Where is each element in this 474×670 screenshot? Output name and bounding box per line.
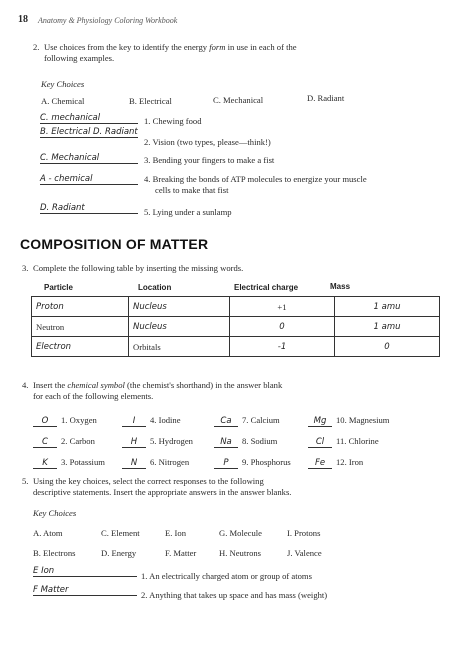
element-label: 8. Sodium [242, 436, 278, 446]
q5-key-b: B. Electrons [33, 548, 76, 558]
element-answer[interactable]: Mg [308, 416, 332, 427]
element-row-2d [308, 431, 379, 449]
element-row-2b [122, 431, 193, 449]
element-label: 11. Chlorine [336, 436, 379, 446]
element-answer[interactable]: N [122, 458, 146, 469]
q2-instruction-em: form [209, 42, 226, 52]
q2-instruction [44, 42, 297, 52]
table-cell[interactable]: -1 [230, 337, 335, 357]
q5-key-h: H. Neutrons [219, 548, 262, 558]
element-row-3d [308, 452, 363, 470]
element-answer[interactable]: Fe [308, 458, 332, 469]
table-cell[interactable]: 1 amu [335, 317, 440, 337]
col-charge: Electrical charge [234, 283, 299, 292]
q5-key-f: F. Matter [165, 548, 197, 558]
q2-answer-4[interactable]: A - chemical [40, 174, 138, 185]
element-answer[interactable]: Ca [214, 416, 238, 427]
q2-item-5: 5. Lying under a sunlamp [144, 207, 232, 217]
q5-answer-2[interactable]: F Matter [33, 585, 137, 596]
q5-key-i: I. Protons [287, 528, 321, 538]
q5-key-c: C. Element [101, 528, 140, 538]
q2-answer-2[interactable]: B. Electrical D. Radiant [40, 127, 138, 137]
q2-item-4-line2: cells to make that fist [155, 185, 229, 195]
q4-instruction [33, 380, 282, 390]
table-row [32, 297, 440, 317]
element-answer[interactable]: Na [214, 437, 238, 448]
col-mass: Mass [330, 282, 351, 291]
q3-instruction: Complete the following table by inserting the missing words. [33, 263, 244, 273]
table-cell: Neutron [32, 317, 129, 337]
element-label: 9. Phosphorus [242, 457, 291, 467]
q3-number: 3. [22, 263, 29, 273]
q4-instruction-line2: for each of the following elements. [33, 391, 154, 401]
book-title: Anatomy & Physiology Coloring Workbook [38, 16, 178, 25]
q5-instruction-line2: descriptive statements. Insert the appropriate answers in the answer blanks. [33, 487, 292, 497]
q5-key-j: J. Valence [287, 548, 322, 558]
element-row-3 [33, 452, 105, 470]
element-row-1b [122, 410, 181, 428]
q5-item-1: 1. An electrically charged atom or group of atoms [141, 571, 312, 581]
element-answer[interactable]: H [122, 437, 146, 448]
q2-instruction-line2: following examples. [44, 53, 115, 63]
q4-instruction-em: chemical symbol [67, 380, 125, 390]
q5-key-a: A. Atom [33, 528, 63, 538]
table-cell[interactable]: Electron [32, 337, 129, 357]
element-label: 7. Calcium [242, 415, 280, 425]
col-location: Location [138, 283, 172, 292]
q2-key-c: C. Mechanical [213, 95, 264, 105]
q4-number: 4. [22, 380, 29, 390]
element-label: 1. Oxygen [61, 415, 97, 425]
q5-key-g: G. Molecule [219, 528, 262, 538]
element-label: 4. Iodine [150, 415, 181, 425]
col-particle: Particle [44, 283, 73, 292]
element-row-3b [122, 452, 189, 470]
q2-item-3: 3. Bending your fingers to make a fist [144, 155, 275, 165]
element-label: 10. Magnesium [336, 415, 390, 425]
q2-key-a: A. Chemical [41, 96, 85, 106]
table-cell[interactable]: 1 amu [335, 297, 440, 317]
element-row-1c [214, 410, 280, 428]
element-answer[interactable]: P [214, 458, 238, 469]
element-answer[interactable]: I [122, 416, 146, 427]
element-row-2c [214, 431, 277, 449]
element-row-1 [33, 410, 97, 428]
element-answer[interactable]: O [33, 416, 57, 427]
table-row [32, 317, 440, 337]
q2-item-2: 2. Vision (two types, please—think!) [144, 137, 271, 147]
q5-key-d: D. Energy [101, 548, 137, 558]
q2-instruction-post: in use in each of the [225, 42, 297, 52]
q2-instruction-pre: Use choices from the key to identify the energy [44, 42, 210, 52]
table-cell[interactable]: Nucleus [129, 297, 230, 317]
element-row-1d [308, 410, 389, 428]
element-label: 5. Hydrogen [150, 436, 193, 446]
q2-item-1: 1. Chewing food [144, 116, 202, 126]
q5-number: 5. [22, 476, 29, 486]
q5-key-e: E. Ion [165, 528, 187, 538]
table-row [32, 337, 440, 357]
element-row-2 [33, 431, 95, 449]
q2-number: 2. [33, 42, 40, 52]
q4-instruction-post: (the chemist's shorthand) in the answer blank [124, 380, 283, 390]
table-cell: +1 [230, 297, 335, 317]
table-cell[interactable]: Proton [32, 297, 129, 317]
q4-instruction-pre: Insert the [33, 380, 68, 390]
element-label: 6. Nitrogen [150, 457, 190, 467]
table-cell[interactable]: 0 [230, 317, 335, 337]
q5-item-2: 2. Anything that takes up space and has mass (weight) [141, 590, 328, 600]
element-label: 3. Potassium [61, 457, 105, 467]
composition-table [31, 296, 440, 357]
q2-answer-3[interactable]: C. Mechanical [40, 153, 138, 164]
q2-key-d: D. Radiant [307, 93, 345, 103]
q2-key-b: B. Electrical [129, 96, 172, 106]
q2-answer-5[interactable]: D. Radiant [40, 203, 138, 214]
element-label: 2. Carbon [61, 436, 95, 446]
element-answer[interactable]: K [33, 458, 57, 469]
section-title: COMPOSITION OF MATTER [20, 236, 209, 252]
q2-key-title: Key Choices [41, 79, 85, 89]
table-cell[interactable]: Nucleus [129, 317, 230, 337]
table-cell[interactable]: 0 [335, 337, 440, 357]
q5-instruction: Using the key choices, select the correct responses to the following [33, 476, 264, 486]
q2-answer-1[interactable]: C. mechanical [40, 113, 138, 124]
element-label: 12. Iron [336, 457, 364, 467]
q2-item-4: 4. Breaking the bonds of ATP molecules to energize your muscle [144, 174, 367, 184]
q5-key-title: Key Choices [33, 508, 77, 518]
element-row-3c [214, 452, 291, 470]
page-number: 18 [18, 14, 28, 25]
q5-answer-1[interactable]: E Ion [33, 566, 137, 577]
element-answer[interactable]: Cl [308, 437, 332, 448]
table-cell: Orbitals [129, 337, 230, 357]
element-answer[interactable]: C [33, 437, 57, 448]
